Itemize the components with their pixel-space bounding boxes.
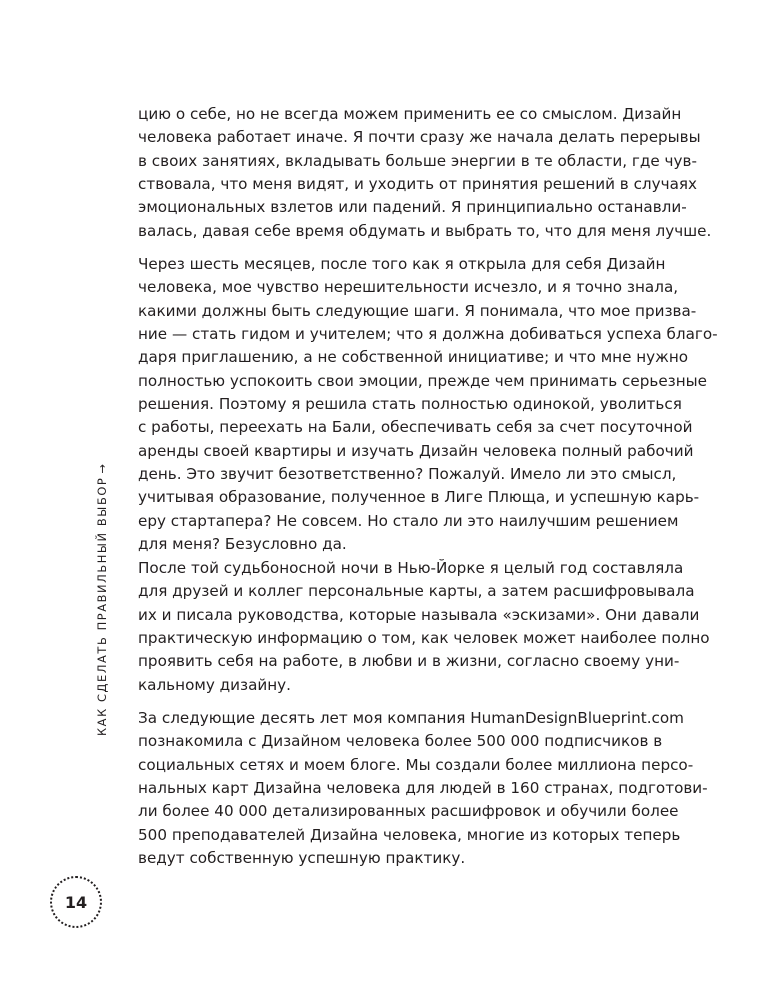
text-line: эмоциональных взлетов или падений. Я принципиально останавли- bbox=[138, 198, 687, 217]
text-line: полностью успокоить свои эмоции, прежде чем принимать серьезные bbox=[138, 371, 708, 390]
text-line: 500 преподавателей Дизайна человека, многие из которых теперь bbox=[138, 825, 681, 844]
text-line: ние — стать гидом и учителем; что я должна добиваться успеха благо- bbox=[138, 325, 718, 344]
text-line: Через шесть месяцев, после того как я открыла для себя Дизайн bbox=[138, 255, 666, 273]
text-line: ведут собственную успешную практику. bbox=[138, 849, 466, 868]
arrow-right-icon: → bbox=[95, 464, 109, 474]
text-line: день. Это звучит безответственно? Пожалуй. Имело ли это смысл, bbox=[138, 465, 677, 484]
chapter-title-text: КАК СДЕЛАТЬ ПРАВИЛЬНЫЙ ВЫБОР bbox=[95, 476, 109, 736]
page-number-badge bbox=[50, 876, 102, 928]
text-line: валась, давая себе время обдумать и выбрать то, что для меня лучше. bbox=[138, 221, 712, 240]
text-line: аренды своей квартиры и изучать Дизайн человека полный рабочий bbox=[138, 441, 694, 460]
text-line: кальному дизайну. bbox=[138, 675, 292, 694]
text-line: цию о себе, но не всегда можем применить ее со смыслом. Дизайн bbox=[138, 105, 682, 123]
text-line: ствовала, что меня видят, и уходить от принятия решений в случаях bbox=[138, 175, 698, 194]
text-line: учитывая образование, полученное в Лиге Плюща, и успешную карь- bbox=[138, 488, 700, 507]
text-line: нальных карт Дизайна человека для людей в 160 странах, подготови- bbox=[138, 779, 708, 798]
text-line: За следующие десять лет моя компания HumanDesignBlueprint.com bbox=[138, 709, 684, 727]
text-line: решения. Поэтому я решила стать полностью одинокой, уволиться bbox=[138, 395, 682, 414]
text-line: для меня? Безусловно да. bbox=[138, 535, 347, 554]
page-number: 14 bbox=[64, 892, 88, 912]
text-line: ли более 40 000 детализированных расшифровок и обучили более bbox=[138, 802, 679, 821]
text-line: с работы, переехать на Бали, обеспечивать себя за счет посуточной bbox=[138, 418, 693, 437]
paragraph-3 bbox=[138, 557, 710, 697]
text-line: в своих занятиях, вкладывать больше энергии в те области, где чув- bbox=[138, 151, 697, 170]
text-line: социальных сетях и моем блоге. Мы создали более миллиона персо- bbox=[138, 755, 694, 774]
text-line: человека, мое чувство нерешительности исчезло, и я точно знала, bbox=[138, 278, 679, 297]
text-line: для друзей и коллег персональные карты, а затем расшифровывала bbox=[138, 582, 695, 601]
paragraph-4 bbox=[138, 707, 708, 870]
text-line: После той судьбоносной ночи в Нью-Йорке я целый год составляла bbox=[138, 559, 684, 577]
text-line: даря приглашению, а не собственной инициативе; и что мне нужно bbox=[138, 348, 689, 367]
paragraph-2 bbox=[138, 253, 718, 556]
text-line: познакомила с Дизайном человека более 500 000 подписчиков в bbox=[138, 732, 663, 751]
text-line: практическую информацию о том, как человек может наиболее полно bbox=[138, 629, 710, 648]
text-line: человека работает иначе. Я почти сразу же начала делать перерывы bbox=[138, 128, 701, 147]
text-line: какими должны быть следующие шаги. Я понимала, что мое призва- bbox=[138, 301, 697, 320]
text-line: еру стартапера? Не совсем. Но стало ли это наилучшим решением bbox=[138, 511, 679, 530]
running-chapter-title bbox=[92, 256, 112, 736]
text-line: их и писала руководства, которые называла «эскизами». Они давали bbox=[138, 605, 700, 624]
paragraph-1 bbox=[138, 103, 712, 243]
text-line: проявить себя на работе, в любви и в жизни, согласно своему уни- bbox=[138, 652, 680, 671]
